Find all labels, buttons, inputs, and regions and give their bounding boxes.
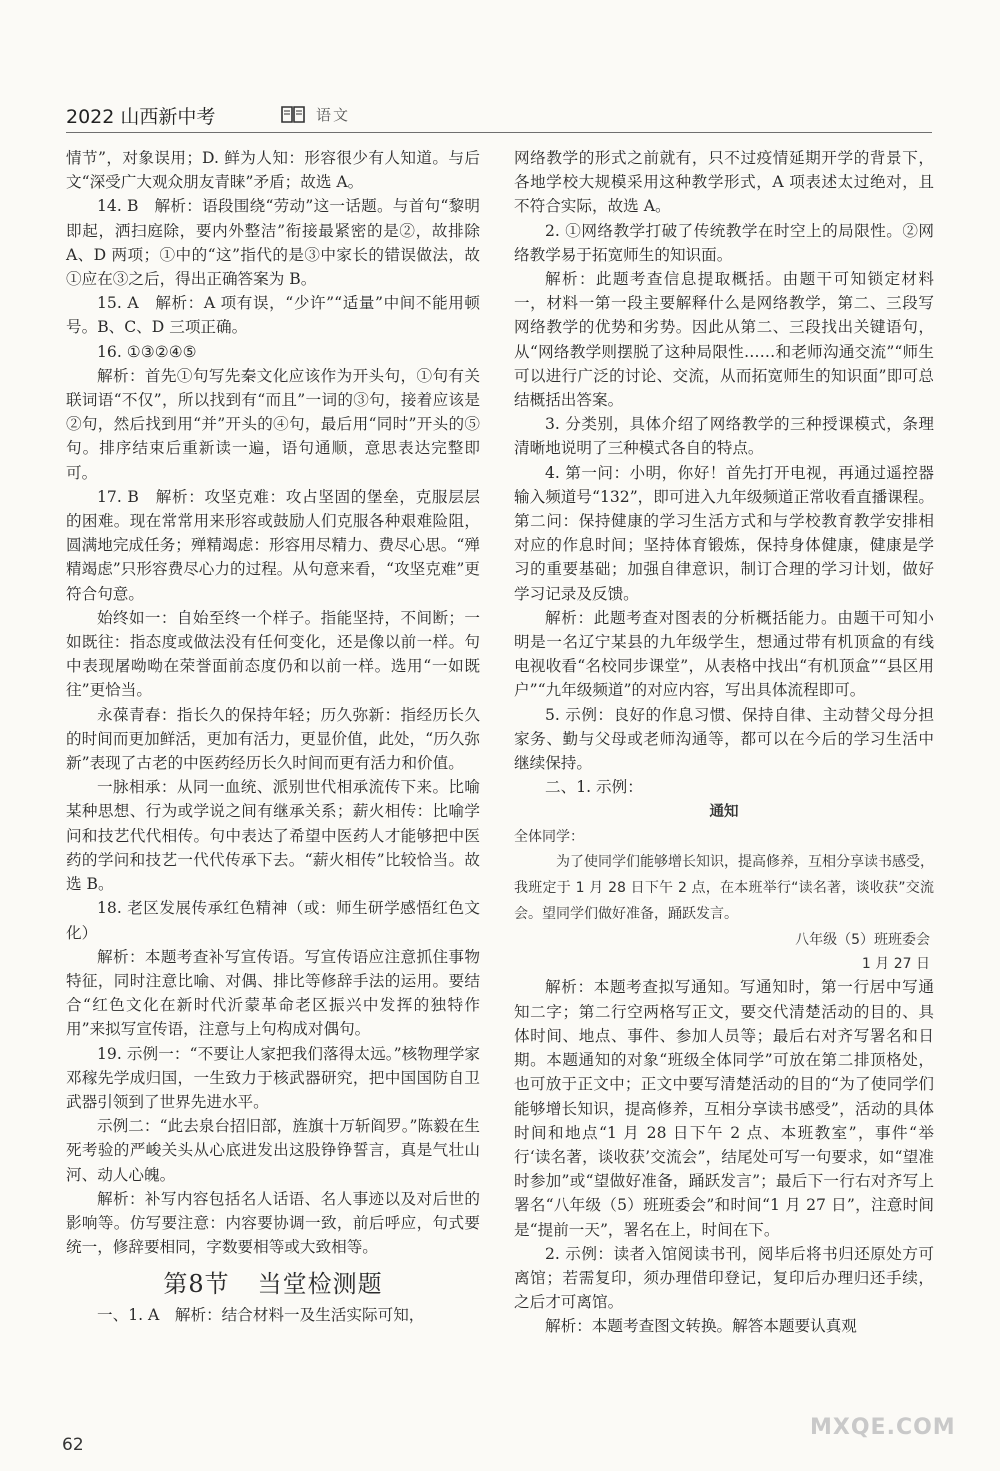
- answer-paragraph: 16. ①③②④⑤: [97, 342, 197, 361]
- answer-paragraph: 解析：本题考查补写宣传语。写宣传语应注意抓住事物特征，同时注意比喻、对偶、排比等修辞手法的运用。要结合“红色文化在新时代沂蒙革命老区振兴中发挥的独特作用”来拟写宣传语，注意与上句构成对偶句。: [66, 947, 480, 1039]
- answer-paragraph: 2. 示例：读者入馆阅读书刊，阅毕后将书归还原处方可离馆；若需复印，须办理借印登记，复印后办理归还手续，之后才可离馆。: [514, 1244, 934, 1312]
- answer-paragraph: 二、1. 示例：: [545, 778, 643, 797]
- answer-paragraph: 网络教学的形式之前就有，只不过疫情延期开学的背景下，各地学校大规模采用这种教学形式，A 项表述太过绝对，且不符合实际，故选 A。: [514, 149, 934, 216]
- answer-paragraph: 19. 示例一：“不要让人家把我们落得太远。”核物理学家邓稼先学成归国，一生致力于核武器研究，把中国国防自卫武器引领到了世界先进水平。: [66, 1044, 480, 1111]
- notice-date: 1 月 27 日: [861, 956, 930, 973]
- answer-paragraph: 15. A 解析：A 项有误，“少许”“适量”中间不能用顿号。B、C、D 三项正确。: [66, 294, 480, 337]
- site-watermark: MXQE.COM: [810, 1415, 956, 1440]
- right-column: [514, 146, 934, 1339]
- notice-signature: 八年级（5）班班委会: [795, 932, 930, 949]
- left-column: [66, 146, 480, 1328]
- answer-paragraph: 解析：此题考查信息提取概括。由题干可知锁定材料一，材料一第一段主要解释什么是网络教学，第二、三段写网络教学的优势和劣势。因此从第二、三段找出关键语句，从“网络教学则摆脱了这种局限性……和老师沟通交流”“师生可以进行广泛的讨论、交流，从而拓宽师生的知识面”即可总结概括出答案。: [514, 270, 934, 410]
- answer-paragraph: 示例二：“此去泉台招旧部，旌旗十万斩阎罗。”陈毅在生死考验的严峻关头从心底进发出这股铮铮誓言，真是气壮山河、动人心魄。: [66, 1117, 480, 1184]
- page-number: 62: [62, 1435, 84, 1455]
- answer-paragraph: 情节”，对象误用；D. 鲜为人知：形容很少有人知道。与后文“深受广大观众朋友青睐”矛盾；故选 A。: [66, 149, 480, 192]
- answer-paragraph: 解析：此题考查对图表的分析概括能力。由题干可知小明是一名辽宁某县的九年级学生，想通过带有机顶盒的有线电视收看“名校同步课堂”，从表格中找出“有机顶盒”“县区用户”“九年级频道”的对应内容，写出具体流程即可。: [514, 608, 934, 700]
- answer-paragraph: 解析：本题考查图文转换。解答本题要认真观: [545, 1317, 857, 1336]
- answer-paragraph: 始终如一：自始至终一个样子。指能坚持，不间断；一如既往：指态度或做法没有任何变化，还是像以前一样。句中表现屠呦呦在荣誉面前态度仍和以前一样。选用“一如既往”更恰当。: [66, 608, 480, 700]
- sample-notice: [514, 799, 934, 975]
- answer-paragraph: 17. B 解析：攻坚克难：攻占坚固的堡垒，克服层层的困难。现在常常用来形容或鼓励人们克服各种艰难险阻，圆满地完成任务；殚精竭虑：形容用尽精力、费尽心思。“殚精竭虑”只形容费尽心力的过程。从句意来看，“攻坚克难”更符合句意。: [66, 487, 480, 603]
- answer-paragraph: 18. 老区发展传承红色精神（或：师生研学感悟红色文化）: [66, 899, 480, 942]
- open-book-icon: [280, 104, 306, 124]
- answer-paragraph: 解析：补写内容包括名人话语、名人事迹以及对后世的影响等。仿写要注意：内容要协调一致，前后呼应，句式要统一，修辞要相同，字数要相等或大致相等。: [66, 1189, 480, 1257]
- answer-paragraph: 一脉相承：从同一血统、派别世代相承流传下来。比喻某种思想、行为或学说之间有继承关系；薪火相传：比喻学问和技艺代代相传。句中表达了希望中医药人才能够把中医药的学问和技艺一代代传承下去。“薪火相传”比较恰当。故选 B。: [66, 778, 480, 894]
- notice-body: 为了使同学们能够增长知识，提高修养，互相分享读书感受，我班定于 1 月 28 日下午 2 点，在本班举行“读名著，谈收获”交流会。望同学们做好准备，踊跃发言。: [514, 854, 934, 923]
- book-series-title: 2022 山西新中考: [66, 106, 216, 128]
- answer-paragraph: 3. 分类别，具体介绍了网络教学的三种授课模式，条理清晰地说明了三种模式各自的特点。: [514, 415, 934, 458]
- answer-paragraph: 5. 示例：良好的作息习惯、保持自律、主动替父母分担家务、勤与父母或老师沟通等，都可以在今后的学习生活中继续保持。: [514, 705, 934, 773]
- answer-paragraph: 解析：首先①句写先秦文化应该作为开头句，①句有关联词语“不仅”，所以找到有“而且”一词的③句，接着应该是②句，然后找到用“并”开头的④句，最后用“同时”开头的⑤句。排序结束后重新读一遍，语句通顺，意思表达完整即可。: [66, 366, 480, 482]
- notice-salutation: 全体同学：: [514, 829, 584, 846]
- answer-paragraph: 4. 第一问：小明，你好！首先打开电视，再通过遥控器输入频道号“132”，即可进入九年级频道正常收看直播课程。第二问：保持健康的学习生活方式和与学校教育教学安排相对应的作息时间；坚持体育锻炼，保持身体健康，健康是学习的重要基础；加强自律意识，制订合理的学习计划，做好学习记录及反馈。: [514, 463, 934, 603]
- section-heading: [66, 1269, 480, 1299]
- answer-paragraph: 2. ①网络教学打破了传统教学在时空上的局限性。②网络教学易于拓宽师生的知识面。: [514, 221, 934, 264]
- subject-label: 语文: [316, 106, 351, 124]
- section-number: 第8节: [163, 1270, 230, 1299]
- notice-title: 通知: [709, 804, 739, 821]
- answer-paragraph: 解析：本题考查拟写通知。写通知时，第一行居中写通知二字；第二行空两格写正文，要交代清楚活动的目的、具体时间、地点、事件、参加人员等；最后右对齐写署名和日期。本题通知的对象“班级全体同学”可放在第二排顶格处，也可放于正文中；正文中要写清楚活动的目的“为了使同学们能够增长知识，提高修养，互相分享读书感受”，活动的具体时间和地点“1 月 28 日下午 2 点、本班教室”，事件“举行‘读名著，谈收获’交流会”，结尾处可写一句要求，如“望准时参加”或“望做好准备，踊跃发言”；最后下一行右对齐写上署名“八年级（5）班班委会”和时间“1 月 27 日”，注意时间是“提前一天”，署名在上，时间在下。: [514, 978, 934, 1239]
- answer-paragraph: 永葆青春：指长久的保持年轻；历久弥新：指经历长久的时间而更加鲜活，更加有活力，更显价值，此处，“历久弥新”表现了古老的中医药经历长久时间而更有活力和价值。: [66, 705, 480, 773]
- answer-paragraph: 一、1. A 解析：结合材料一及生活实际可知，: [97, 1306, 425, 1325]
- section-name: 当堂检测题: [257, 1270, 383, 1299]
- page-header: [66, 98, 932, 133]
- answer-paragraph: 14. B 解析：语段围绕“劳动”这一话题。与首句“黎明即起，洒扫庭除，要内外整洁”衔接最紧密的是②，故排除 A、D 两项；①中的“这”指代的是③中家长的错误做法，故①应在③之后，得出正确答案为 B。: [66, 197, 480, 289]
